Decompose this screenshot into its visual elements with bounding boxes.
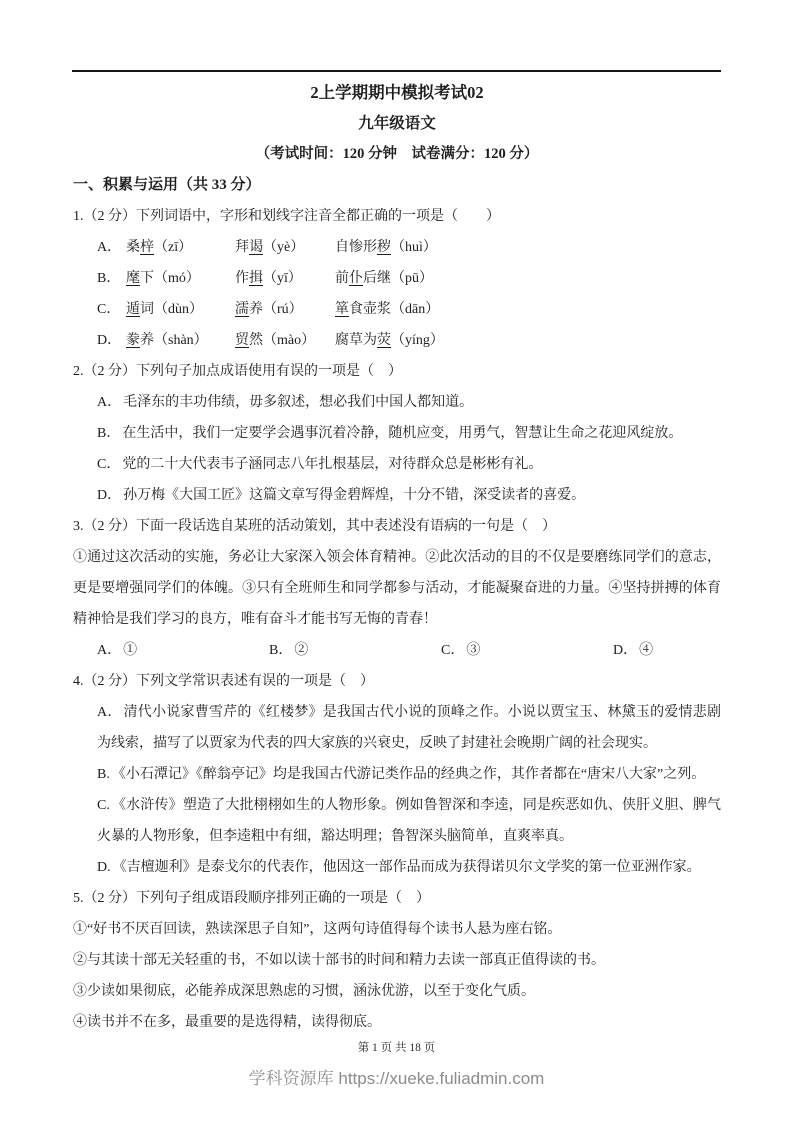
question-3-passage: ①通过这次活动的实施，务必让大家深入领会体育精神。②此次活动的目的不仅是要磨练同学们的意志，更是要增强同学们的体魄。③只有全班师生和同学都参与活动，才能凝聚奋进的力量。④坚持拼搏的体育精神恰是我们学习的良方，唯有奋斗才能书写无悔的青春！ xyxy=(73,550,721,627)
option-text: ① xyxy=(123,643,138,658)
question-5 xyxy=(73,883,721,1038)
question-1-option-c xyxy=(97,294,721,325)
question-2 xyxy=(73,356,721,511)
option-text: 清代小说家曹雪芹的《红楼梦》是我国古代小说的顶峰之作。小说以贾宝玉、林黛玉的爱情悲剧为线索，描写了以贾家为代表的四大家族的兴衰史，反映了封建社会晚期广阔的社会现实。 xyxy=(97,705,721,751)
option-label: D． xyxy=(613,643,638,658)
question-4-option-d xyxy=(97,852,721,883)
option-text: 《水浒传》塑造了大批栩栩如生的人物形象。例如鲁智深和李逵，同是疾恶如仇、侠肝义胆、脾气火暴的人物形象，但李逵粗中有细，豁达明理；鲁智深头脑简单，直爽率真。 xyxy=(97,798,721,844)
question-5-sentence-1: ①“好书不厌百回读，熟读深思子自知”，这两句诗值得每个读书人悬为座右铭。 xyxy=(73,922,562,937)
word-with-pinyin: 濡养（rú） xyxy=(235,302,303,317)
question-4-option-c xyxy=(97,790,721,852)
question-5-sentence-4: ④读书并不在多，最重要的是选得精，读得彻底。 xyxy=(73,1015,381,1030)
question-5-stem: 5.（2 分）下列句子组成语段顺序排列正确的一项是（ ） xyxy=(73,891,430,906)
option-label: B． xyxy=(97,271,121,286)
option-label: A． xyxy=(97,395,122,410)
word-with-pinyin: 遁词（dùn） xyxy=(126,302,203,317)
option-label: C． xyxy=(97,457,121,472)
question-3-stem: 3.（2 分）下面一段话选自某班的活动策划，其中表述没有语病的一句是（ ） xyxy=(73,519,556,534)
question-5-sentence-3: ③少读如果彻底，必能养成深思熟虑的习惯，涵泳优游，以至于变化气质。 xyxy=(73,984,535,999)
option-text: 孙万梅《大国工匠》这篇文章写得金碧辉煌，十分不错，深受读者的喜爱。 xyxy=(123,488,586,503)
word-with-pinyin: 拜谒（yè） xyxy=(235,240,305,255)
word-with-pinyin: 作揖（yī） xyxy=(235,271,302,286)
question-3-option-d xyxy=(613,635,653,666)
option-label: B． xyxy=(97,426,121,441)
question-1-option-a xyxy=(97,232,721,263)
option-label: D. xyxy=(97,860,111,875)
exam-subject: 九年级语文 xyxy=(358,115,436,132)
question-2-option-b xyxy=(97,418,721,449)
question-2-option-c xyxy=(97,449,721,480)
question-5-sentence-2: ②与其读十部无关轻重的书，不如以读十部书的时间和精力去读一部真正值得读的书。 xyxy=(73,953,605,968)
option-text: 在生活中，我们一定要学会遇事沉着冷静，随机应变，用勇气，智慧让生命之花迎风绽放。 xyxy=(122,426,683,441)
option-label: A． xyxy=(97,705,122,720)
option-label: D． xyxy=(97,488,122,503)
question-1-stem: 1.（2 分）下列词语中，字形和划线字注音全都正确的一项是（ ） xyxy=(73,209,500,224)
watermark: 学科资源库 https://xueke.fuliadmin.com xyxy=(248,1069,545,1088)
word-with-pinyin: 豢养（shàn） xyxy=(126,333,208,348)
word-with-pinyin: 桑梓（zī） xyxy=(126,240,193,255)
question-2-option-d xyxy=(97,480,721,511)
footer-page-number: 第 1 页 共 18 页 xyxy=(357,1042,436,1054)
option-text: 《小石潭记》《醉翁亭记》均是我国古代游记类作品的经典之作，其作者都在“唐宋八大家”之列。 xyxy=(111,767,706,782)
option-label: C． xyxy=(97,302,121,317)
word-with-pinyin: 麾下（mó） xyxy=(126,271,200,286)
question-3-option-a xyxy=(97,635,269,666)
question-3 xyxy=(73,511,721,666)
option-text: ③ xyxy=(466,643,481,658)
exam-title: 2上学期期中模拟考试02 xyxy=(310,83,484,102)
exam-info: （考试时间：120 分钟 试卷满分：120 分） xyxy=(255,146,539,162)
option-label: A． xyxy=(97,643,122,658)
question-3-options xyxy=(97,635,721,666)
word-with-pinyin: 箪食壶浆（dān） xyxy=(335,302,440,317)
option-label: B. xyxy=(97,767,110,782)
option-text: 毛泽东的丰功伟绩，毋多叙述，想必我们中国人都知道。 xyxy=(123,395,474,410)
question-4-option-a xyxy=(97,697,721,759)
word-with-pinyin: 自惨形秽（huì） xyxy=(335,240,437,255)
section-heading: 一、积累与运用（共 33 分） xyxy=(73,177,261,193)
option-label: A． xyxy=(97,240,122,255)
question-1-option-d xyxy=(97,325,721,356)
word-with-pinyin: 腐草为荧（yíng） xyxy=(335,333,444,348)
option-label: D． xyxy=(97,333,122,348)
option-label: B． xyxy=(269,643,293,658)
question-4-stem: 4.（2 分）下列文学常识表述有误的一项是（ ） xyxy=(73,674,374,689)
question-1-option-b xyxy=(97,263,721,294)
question-4 xyxy=(73,666,721,883)
question-2-stem: 2.（2 分）下列句子加点成语使用有误的一项是（ ） xyxy=(73,364,402,379)
option-text: ② xyxy=(294,643,309,658)
option-label: C. xyxy=(97,798,110,813)
question-1 xyxy=(73,201,721,356)
word-with-pinyin: 前仆后继（pū） xyxy=(335,271,433,286)
question-4-option-b xyxy=(97,759,721,790)
word-with-pinyin: 贸然（mào） xyxy=(235,333,316,348)
option-text: 《吉檀迦利》是泰戈尔的代表作，他因这一部作品而成为获得诺贝尔文学奖的第一位亚洲作家。 xyxy=(112,860,701,875)
question-3-option-c xyxy=(441,635,613,666)
option-text: 党的二十大代表韦子涵同志八年扎根基层，对待群众总是彬彬有礼。 xyxy=(122,457,543,472)
exam-content xyxy=(73,0,721,1038)
option-label: C． xyxy=(441,643,465,658)
question-2-option-a xyxy=(97,387,721,418)
option-text: ④ xyxy=(639,643,654,658)
question-3-option-b xyxy=(269,635,441,666)
